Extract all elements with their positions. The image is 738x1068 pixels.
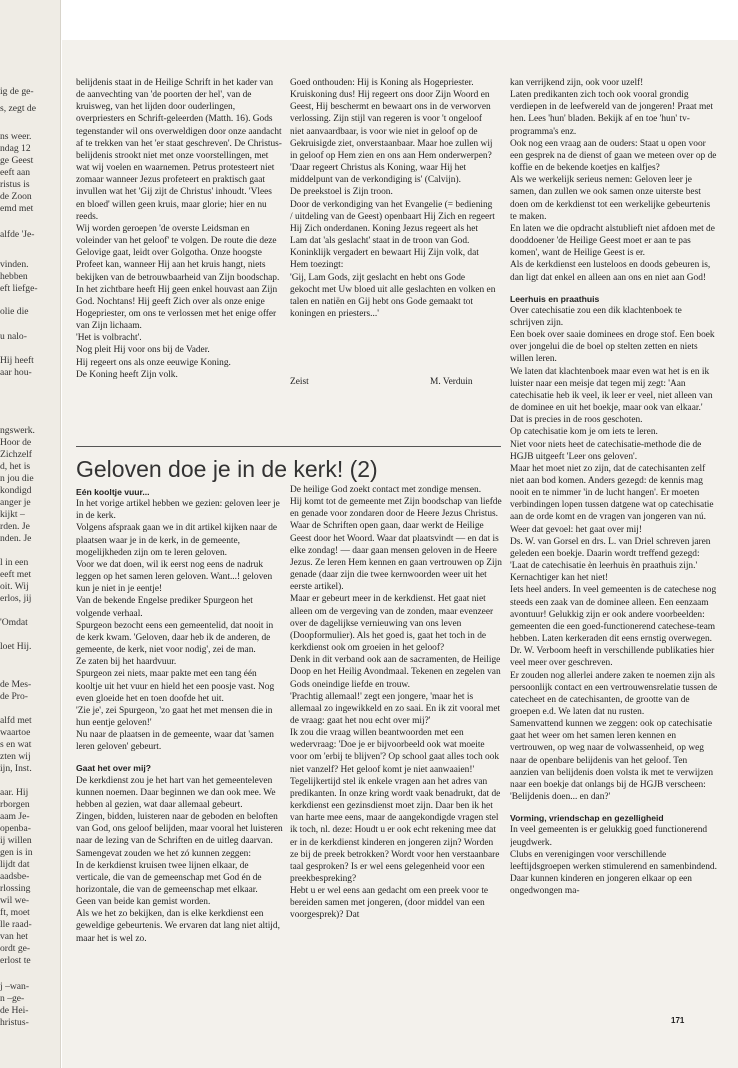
prev-page-fragment: hristus- xyxy=(0,1017,29,1028)
paragraph: Nu naar de plaatsen in de gemeente, waar dat 'samen leren geloven' gebeurt. xyxy=(76,730,274,753)
prev-page-fragment: kijkt – xyxy=(0,509,25,520)
prev-page-fragment: de Zoon xyxy=(0,191,32,202)
prev-page-fragment: nden. Je xyxy=(0,533,32,544)
paragraph: Over catechisatie zou een dik klachtenboek te schrijven zijn. xyxy=(510,305,682,328)
paragraph: Als de kerkdienst een lusteloos en doods gebeuren is, dan ligt dat enkel en alleen aan ons en niet aan God! xyxy=(510,260,711,283)
prev-page-fragment: s, zegt de xyxy=(0,103,36,114)
previous-page-edge xyxy=(0,0,61,1068)
prev-page-fragment: 'Omdat xyxy=(0,617,28,628)
prev-page-fragment: ns weer. xyxy=(0,131,32,142)
prev-page-fragment: de Pro- xyxy=(0,691,28,702)
paragraph: Ze zaten bij het haardvuur. xyxy=(76,657,177,668)
prev-page-fragment: aam Je- xyxy=(0,811,30,822)
column-2-continued xyxy=(290,77,496,377)
paragraph: Samenvattend kunnen we zeggen: ook op catechisatie gaat het weer om het samen leren kennen en vertrouwen, op weg naar de volwassenheid, op weg naar de openbare belijdenis van het geloof. Ten aanzien van belijdenis doen volsta ik met te verwijzen naar een boekje dat onlangs bij de HGJB verscheen: 'Belijdenis doen... en dan?' xyxy=(510,719,714,803)
article-column-1 xyxy=(76,484,284,1000)
paragraph: Spurgeon zei niets, maar pakte met een tang één kooltje uit het vuur en hield het een poosje vast. Nog even gloeide het en toen doofde het uit. xyxy=(76,669,275,704)
prev-page-fragment: ijn, Inst. xyxy=(0,763,32,774)
prev-page-fragment: eeft aan xyxy=(0,167,31,178)
paragraph: De preekstoel is Zijn troon. xyxy=(290,187,393,198)
prev-page-fragment: j –wan- xyxy=(0,981,30,992)
section-heading: Vorming, vriendschap en gezelligheid xyxy=(510,813,664,824)
paragraph: Hebt u er wel eens aan gedacht om een preek voor te bereiden samen met jongeren, (door middel van een voorgesprek)? Dat xyxy=(290,886,489,921)
paragraph: Spurgeon bezocht eens een gemeentelid, dat nooit in de kerk kwam. 'Geloven, daar heb ik de anderen, de gemeente, de kerk, niet voor nodig', zei de man. xyxy=(76,620,274,656)
prev-page-fragment: eft liefge- xyxy=(0,283,38,294)
prev-page-fragment: wil we- xyxy=(0,895,30,906)
prev-page-fragment: l in een xyxy=(0,557,29,568)
paragraph: 'Zie je', zei Spurgeon, 'zo gaat het met mensen die in hun eentje geloven!' xyxy=(76,705,273,728)
paragraph: Een boek over saaie dominees en droge stof. Een boek over jongelui die de boel op stelten zetten en niets willen leren. xyxy=(510,330,715,365)
paragraph: Geen van beide kan gemist worden. xyxy=(76,897,211,908)
column-1-continued xyxy=(76,77,282,437)
paragraph: Samengevat zouden we het zó kunnen zeggen: xyxy=(76,848,251,859)
prev-page-fragment: ordt ge- xyxy=(0,943,31,954)
signature-author: M. Verduin xyxy=(430,377,473,387)
prev-page-fragment: Hoor de xyxy=(0,437,32,448)
section-heading: Eén kooltje vuur... xyxy=(76,487,150,497)
prev-page-fragment: erlost te xyxy=(0,955,31,966)
paragraph: Tegelijkertijd stel ik enkele vragen aan het adres van predikanten. In onze kring wordt vaak benadrukt, dat de kerkdienst een gezinsdienst moet zijn. Daar ben ik het van harte mee eens, maar de aangekondigde vragen stel ik toch, nl. deze: Houdt u er ook echt rekening mee dat er in de kerkdienst kinderen en jongeren zijn? Worden ze bij de preek betrokken? Wordt voor hen verstaanbare taal gesproken? Is er wel eens gelegenheid voor een preekbespreking? xyxy=(290,776,501,884)
paragraph: Niet voor niets heet de catechisatie-methode die de HGJB uitgeeft 'Leer ons geloven'. xyxy=(510,439,702,462)
prev-page-fragment: openba- xyxy=(0,823,31,834)
article-title: Geloven doe je in de kerk! (2) xyxy=(76,456,378,482)
paragraph: In het vorige artikel hebben we gezien: geloven leer je in de kerk. xyxy=(76,499,280,522)
prev-page-fragment: ristus is xyxy=(0,179,30,190)
prev-page-fragment: n –ge- xyxy=(0,993,25,1004)
paragraph: In veel gemeenten is er gelukkig goed functionerend jeugdwerk. xyxy=(510,825,708,848)
prev-page-fragment: aar. Hij xyxy=(0,787,29,798)
prev-page-fragment: de Hei- xyxy=(0,1005,29,1016)
paragraph: Maar er gebeurt meer in de kerkdienst. Het gaat niet alleen om de vergeving van de zonden, maar evenzeer over de dagelijkse vernieuwing van ons leven (Doopformulier). Als het goed is, gaat het toch in de kerkdienst ook om groeien in het geloof? xyxy=(290,594,494,654)
prev-page-fragment: u nalo- xyxy=(0,331,27,342)
paragraph: De heilige God zoekt contact met zondige mensen. xyxy=(290,485,482,495)
prev-page-fragment: de Mes- xyxy=(0,679,32,690)
prev-page-fragment: d, het is xyxy=(0,461,31,472)
prev-page-fragment: rborgen xyxy=(0,799,30,810)
prev-page-fragment: waartoe xyxy=(0,727,31,738)
prev-page-fragment: vinden. xyxy=(0,259,29,270)
prev-page-fragment: anger je xyxy=(0,497,31,508)
paragraph: Laten predikanten zich toch ook vooral grondig verdiepen in de leefwereld van de jongeren! Praat met hen. Lees 'hun' bladen. Bekijk af en toe 'hun' tv-programma's enz. xyxy=(510,90,714,137)
paragraph: Op catechisatie kom je om iets te leren. xyxy=(510,427,658,438)
prev-page-fragment: ft, moet xyxy=(0,907,30,918)
paragraph: kan verrijkend zijn, ook voor uzelf! xyxy=(510,78,644,88)
paragraph: In de kerkdienst kruisen twee lijnen elkaar, de verticale, die van de gemeenschap met God én de horizontale, die van de gemeenschap met elkaar. xyxy=(76,860,262,895)
paragraph: 'Het is volbracht'. xyxy=(76,333,142,344)
paragraph: Clubs en verenigingen voor verschillende leeftijdsgroepen werken stimulerend en samenbindend. Daar kunnen kinderen en jongeren elkaar op een ongedwongen ma- xyxy=(510,849,717,897)
paragraph: Goed onthouden: Hij is Koning als Hogepriester. Kruiskoning dus! Hij regeert ons door Zijn Woord en Geest, Hij beschermt en bewaart ons in de verworven verlossing. Zijn stijl van regeren is voor 't ongeloof niet aanvaardbaar, is voor wie niet in geloof op de Gekruisigde ziet, onverstaanbaar. Maar hoe zullen wij in geloof op Hem zien en ons aan Hem onderwerpen? 'Daar regeert Christus als Koning, waar Hij het middelpunt van de verkondiging is' (Calvijn). xyxy=(290,78,493,186)
prev-page-fragment: emd met xyxy=(0,203,34,214)
prev-page-fragment: ig de ge- xyxy=(0,86,34,97)
prev-page-fragment: erlos, jij xyxy=(0,593,32,604)
prev-page-fragment: kondigd xyxy=(0,485,32,496)
paragraph: De Koning heeft Zijn volk. xyxy=(76,369,178,380)
signature-place: Zeist xyxy=(290,377,309,387)
paragraph: Als we werkelijk serieus nemen: Geloven leer je samen, dan zullen we ook samen onze uiterste best doen om de kerkdienst tot een werkelijke gebeurtenis te maken. xyxy=(510,175,711,222)
section-heading: Leerhuis en praathuis xyxy=(510,293,600,304)
prev-page-fragment: ndag 12 xyxy=(0,143,31,154)
prev-page-fragment: Hij heeft xyxy=(0,355,34,366)
prev-page-fragment: alfde 'Je- xyxy=(0,229,35,240)
paragraph: Van de bekende Engelse prediker Spurgeon het volgende verhaal. xyxy=(76,596,253,619)
prev-page-fragment: Zichzelf xyxy=(0,449,32,460)
section-heading: Gaat het over mij? xyxy=(76,763,151,774)
prev-page-fragment: zten wij xyxy=(0,751,31,762)
paragraph: Hij regeert ons als onze eeuwige Koning. xyxy=(76,357,231,368)
prev-page-fragment: lle raad- xyxy=(0,919,32,930)
prev-page-fragment: ngswerk. xyxy=(0,425,35,436)
paragraph: Waar de Schriften open gaan, daar werkt de Heilige Geest door het Woord. Waar dat plaatsvindt — en dat is elke zondag! — daar gaan mensen geloven in de Heere Jezus. Ze leren Hem kennen en gaan vertrouwen op Zijn genade (daar zijn die twee kernwoorden weer uit het eerste artikel). xyxy=(290,521,502,593)
prev-page-fragment: van het xyxy=(0,931,28,942)
prev-page-fragment: hebben xyxy=(0,271,28,282)
paragraph: 'Gij, Lam Gods, zijt geslacht en hebt ons Gode gekocht met Uw bloed uit alle geslachten en volken en talen en natiën en Gij hebt ons Gode gemaakt tot koningen en priesters...' xyxy=(290,272,496,319)
paragraph: 'Prachtig allemaal!' zegt een jongere, 'maar het is allemaal zo ingewikkeld en zo saai. En ik zit vooral met de vraag: gaat het nou echt over mij?' xyxy=(290,691,501,726)
paragraph: Denk in dit verband ook aan de sacramenten, de Heilige Doop en het Heilig Avondmaal. Tekenen en zegelen van Gods oneindige liefde en trouw. xyxy=(290,655,501,690)
prev-page-fragment: rlossing xyxy=(0,883,31,894)
paragraph: belijdenis staat in de Heilige Schrift in het kader van de aanvechting van 'de poorten der hel', van de kruisweg, van het lijden door ouderlingen, overpriesters en Schrift-geleerden (Matth. 16). Gods tegenstander wil ons overweldigen door onze aandacht af te trekken van het 'er staat geschreven'. De Christus-belijdenis strookt niet met onze voorstellingen, met wat wij voelen en waarnemen. Petrus protesteert niet zomaar wanneer Jezus profeteert en praktisch gaat invullen wat het 'Gij zijt de Christus' inhoudt. 'Vlees en bloed' willen geen kruis, maar glorie; hier en nu reeds. xyxy=(76,78,282,222)
paragraph: Nog pleit Hij voor ons bij de Vader. xyxy=(76,345,210,356)
paragraph: Ik zou die vraag willen beantwoorden met een wedervraag: 'Doe je er bijvoorbeeld ook wat moeite voor om 'erbij te blijven'? Op school gaat alles toch ook niet vanzelf? Het geloof komt je niet aanwaaien!' xyxy=(290,728,500,775)
prev-page-fragment: s en wat xyxy=(0,739,32,750)
prev-page-fragment: oit. Wij xyxy=(0,581,29,592)
prev-page-fragment: ge Geest xyxy=(0,155,34,166)
prev-page-fragment: n jou die xyxy=(0,473,34,484)
paragraph: Hij komt tot de gemeente met Zijn boodschap van liefde en genade voor zondaren door de Heere Jezus Christus. xyxy=(290,497,502,520)
paragraph: Door de verkondiging van het Evangelie (= bediening / uitdeling van de Geest) openbaart Hij Zich en regeert Hij Zich onderdanen. Koning Jezus regeert als het Lam dat 'als geslacht' staat in de troon van God. Koninklijk vergadert en bewaart Hij Zijn volk, dat Hem toezingt: xyxy=(290,199,495,271)
paragraph: En laten we die opdracht alstublieft niet afdoen met de dooddoener 'de Heilige Geest moet er aan te pas komen', want de Heilige Geest is er. xyxy=(510,223,715,259)
paragraph: Iets heel anders. In veel gemeenten is de catechese nog steeds een zaak van de dominee alleen. Een eenzaam avontuur! Gelukkig zijn er ook andere voorbeelden: gemeenten die een goed-functionerend catechese-team hebben. Laten kerkeraden dit eens ernstig overwegen. Dr. W. Verboom heeft in verschillende publikaties hier veel meer over geschreven. xyxy=(510,585,717,669)
prev-page-fragment: loet Hij. xyxy=(0,641,32,652)
paragraph: Er zouden nog allerlei andere zaken te noemen zijn als persoonlijk contact en een vertrouwensrelatie tussen de catecheet en de catechisanten, de grootte van de groepen e.d. We laten dat nu rusten. xyxy=(510,670,718,717)
prev-page-fragment: lijdt dat xyxy=(0,859,30,870)
paragraph: Ook nog een vraag aan de ouders: Staat u open voor een gesprek na de dienst of gaan we meteen over op de koffie en de bekende koetjes en kalfjes? xyxy=(510,138,717,174)
prev-page-fragment: aar hou- xyxy=(0,367,32,378)
prev-page-fragment: rden. Je xyxy=(0,521,30,532)
paragraph: Zingen, bidden, luisteren naar de geboden en beloften van God, ons geloof belijden, maar vooral het luisteren naar de lezing van de Schriften en de uitleg daarvan. xyxy=(76,812,283,847)
paragraph: Ds. W. van Gorsel en drs. L. van Driel schreven jaren geleden een boekje. Daarin wordt treffend gezegd: 'Laat de catechisatie èn leerhuis èn praathuis zijn.' Kernachtiger kan het niet! xyxy=(510,536,711,584)
prev-page-fragment: gen is in xyxy=(0,847,33,858)
paragraph: Als we het zo bekijken, dan is elke kerkdienst een geweldige gebeurtenis. We ervaren dat lang niet altijd, maar het is wel zo. xyxy=(76,909,280,944)
paragraph: De kerkdienst zou je het hart van het gemeenteleven kunnen noemen. Daar beginnen we dan ook mee. We hebben al gezien, wat daar allemaal gebeurt. xyxy=(76,775,276,810)
prev-page-fragment: eeft met xyxy=(0,569,32,580)
paragraph: Voor we dat doen, wil ik eerst nog eens de nadruk leggen op het samen leren geloven. Want...! geloven kun je niet in je eentje! xyxy=(76,559,273,595)
prev-page-fragment: alfd met xyxy=(0,715,32,726)
prev-page-fragment: ij willen xyxy=(0,835,32,846)
paragraph: Maar het moet niet zo zijn, dat de catechisanten zelf niet aan bod komen. Anders gezegd: de kennis mag nooit en te nimmer 'in de lucht hangen'. Er moeten verbindingen lopen tussen datgene wat op catechisatie aan de orde komt en de vragen van jongeren van nú. Weer dat gevoel: het gaat over mij! xyxy=(510,463,714,535)
paragraph: We laten dat klachtenboek maar even wat het is en ik luister naar een meisje dat tegen mij zegt: 'Aan catechisatie heb ik veel, ik leer er veel, niet alleen van de dominee en uit het boekje, maar ook van elkaar.' Dat is precies in de roos geschoten. xyxy=(510,366,713,426)
paragraph: Volgens afspraak gaan we in dit artikel kijken naar de plaatsen waar je in de kerk, in de gemeente, mogelijkheden zijn om te leren geloven. xyxy=(76,523,278,558)
article-divider xyxy=(76,446,501,447)
page-number: 171 xyxy=(671,1016,685,1025)
column-3 xyxy=(510,77,718,1012)
article-column-2 xyxy=(290,484,502,1000)
prev-page-fragment: aadsbe- xyxy=(0,871,30,882)
prev-page-fragment: olie die xyxy=(0,306,29,317)
paragraph: Wij worden geroepen 'de overste Leidsman en voleinder van het geloof' te volgen. De route die deze Gelovige gaat, leidt over Golgotha. Onze hoogste Profeet kan, wanneer Hij aan het kruis hangt, niets bekijken van de betrouwbaarheid van Zijn boodschap. In het zichtbare heeft Hij geen enkel houvast aan Zijn God. Nochtans! Hij geeft Zich over als onze enige Hogepriester, om ons te verlossen met het enige offer van Zijn lichaam. xyxy=(76,223,280,332)
